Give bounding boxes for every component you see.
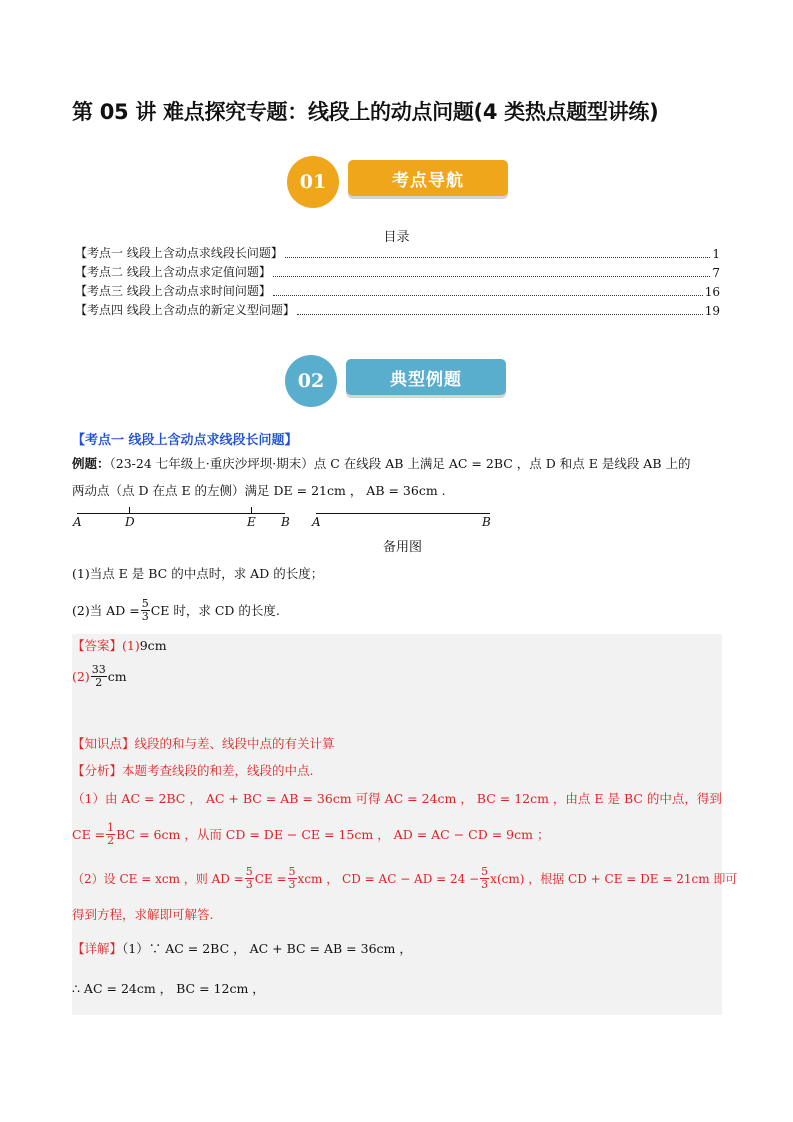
point-label: D <box>125 515 135 529</box>
question-1: (1)当点 E 是 BC 的中点时，求 AD 的长度； <box>72 566 324 581</box>
toc-item[interactable]: 【考点三 线段上含动点求时间问题】 16 <box>75 284 720 299</box>
analysis-step-3: （2）设 CE = xcm ，则 AD = $\frac{5}{3}$ CE = $\frac{5}{3}$ xcm ， CD = AC − AD = 24 − $\frac{5}{3}$ x(cm) ，根据 CD + CE = DE = 21cm 即可 <box>72 865 738 891</box>
point-label: B <box>482 515 491 529</box>
point-label: E <box>247 515 256 529</box>
fraction: $\frac{33}{2}$ <box>91 663 106 689</box>
fraction: $\frac{1}{2}$ <box>107 821 115 847</box>
fraction: $\frac{5}{3}$ <box>481 865 489 891</box>
toc-item[interactable]: 【考点二 线段上含动点求定值问题】 7 <box>75 265 720 280</box>
fraction: $\frac{5}{3}$ <box>141 597 149 623</box>
example-prefix: 例题： <box>72 456 110 471</box>
analysis-line: 【分析】本题考查线段的和差，线段的中点. <box>72 763 314 778</box>
example-line-1 <box>72 455 691 473</box>
section-badge-number: 01 <box>287 156 339 208</box>
detail-line-1: 【详解】（1）∵ AC = 2BC ， AC + BC = AB = 36cm ， <box>72 941 412 956</box>
analysis-step-1: （1）由 AC = 2BC ， AC + BC = AB = 36cm 可得 AC = 24cm ， BC = 12cm ，由点 E 是 BC 的中点，得到 <box>72 791 722 806</box>
toc-title: 目录 <box>383 230 410 245</box>
segment-figure-spare <box>316 513 490 514</box>
example-line-2: 两动点（点 D 在点 E 的左侧）满足 DE = 21cm ， AB = 36cm . <box>72 483 446 498</box>
question-2: (2)当 AD = $\frac{5}{3}$ CE 时，求 CD 的长度. <box>72 597 280 623</box>
point-label: A <box>73 515 82 529</box>
section-badge-number: 02 <box>285 355 337 407</box>
toc-item[interactable]: 【考点四 线段上含动点的新定义型问题】 19 <box>75 303 720 318</box>
knowledge-line: 【知识点】线段的和与差、线段中点的有关计算 <box>72 736 335 751</box>
answer-line-1: 【答案】(1)9cm <box>72 638 167 653</box>
section-badge-label: 考点导航 <box>348 160 508 196</box>
tick-e <box>251 507 252 513</box>
tick-d <box>129 507 130 513</box>
analysis-step-2: CE = $\frac{1}{2}$ BC = 6cm ，从而 CD = DE − CE = 15cm ， AD = AC − CD = 9cm ； <box>72 821 550 847</box>
figure-caption: 备用图 <box>383 540 423 555</box>
example-text: （23-24 七年级上·重庆沙坪坝·期末）点 C 在线段 AB 上满足 AC = 2BC ，点 D 和点 E 是线段 AB 上的 <box>109 456 691 471</box>
toc-item[interactable]: 【考点一 线段上含动点求线段长问题】 1 <box>75 246 720 261</box>
fraction: $\frac{5}{3}$ <box>288 865 296 891</box>
fraction: $\frac{5}{3}$ <box>245 865 253 891</box>
segment-figure-main <box>77 513 285 514</box>
detail-line-2: ∴ AC = 24cm ， BC = 12cm ， <box>72 981 265 996</box>
section-badge-label: 典型例题 <box>346 359 506 395</box>
point-label: A <box>312 515 321 529</box>
answer-line-2: (2) $\frac{33}{2}$ cm <box>72 663 127 689</box>
point-label: B <box>281 515 290 529</box>
page-title: 第 05 讲 难点探究专题：线段上的动点问题(4 类热点题型讲练) <box>72 100 659 124</box>
analysis-step-4: 得到方程，求解即可解答. <box>72 907 214 922</box>
section-heading: 【考点一 线段上含动点求线段长问题】 <box>72 433 298 448</box>
